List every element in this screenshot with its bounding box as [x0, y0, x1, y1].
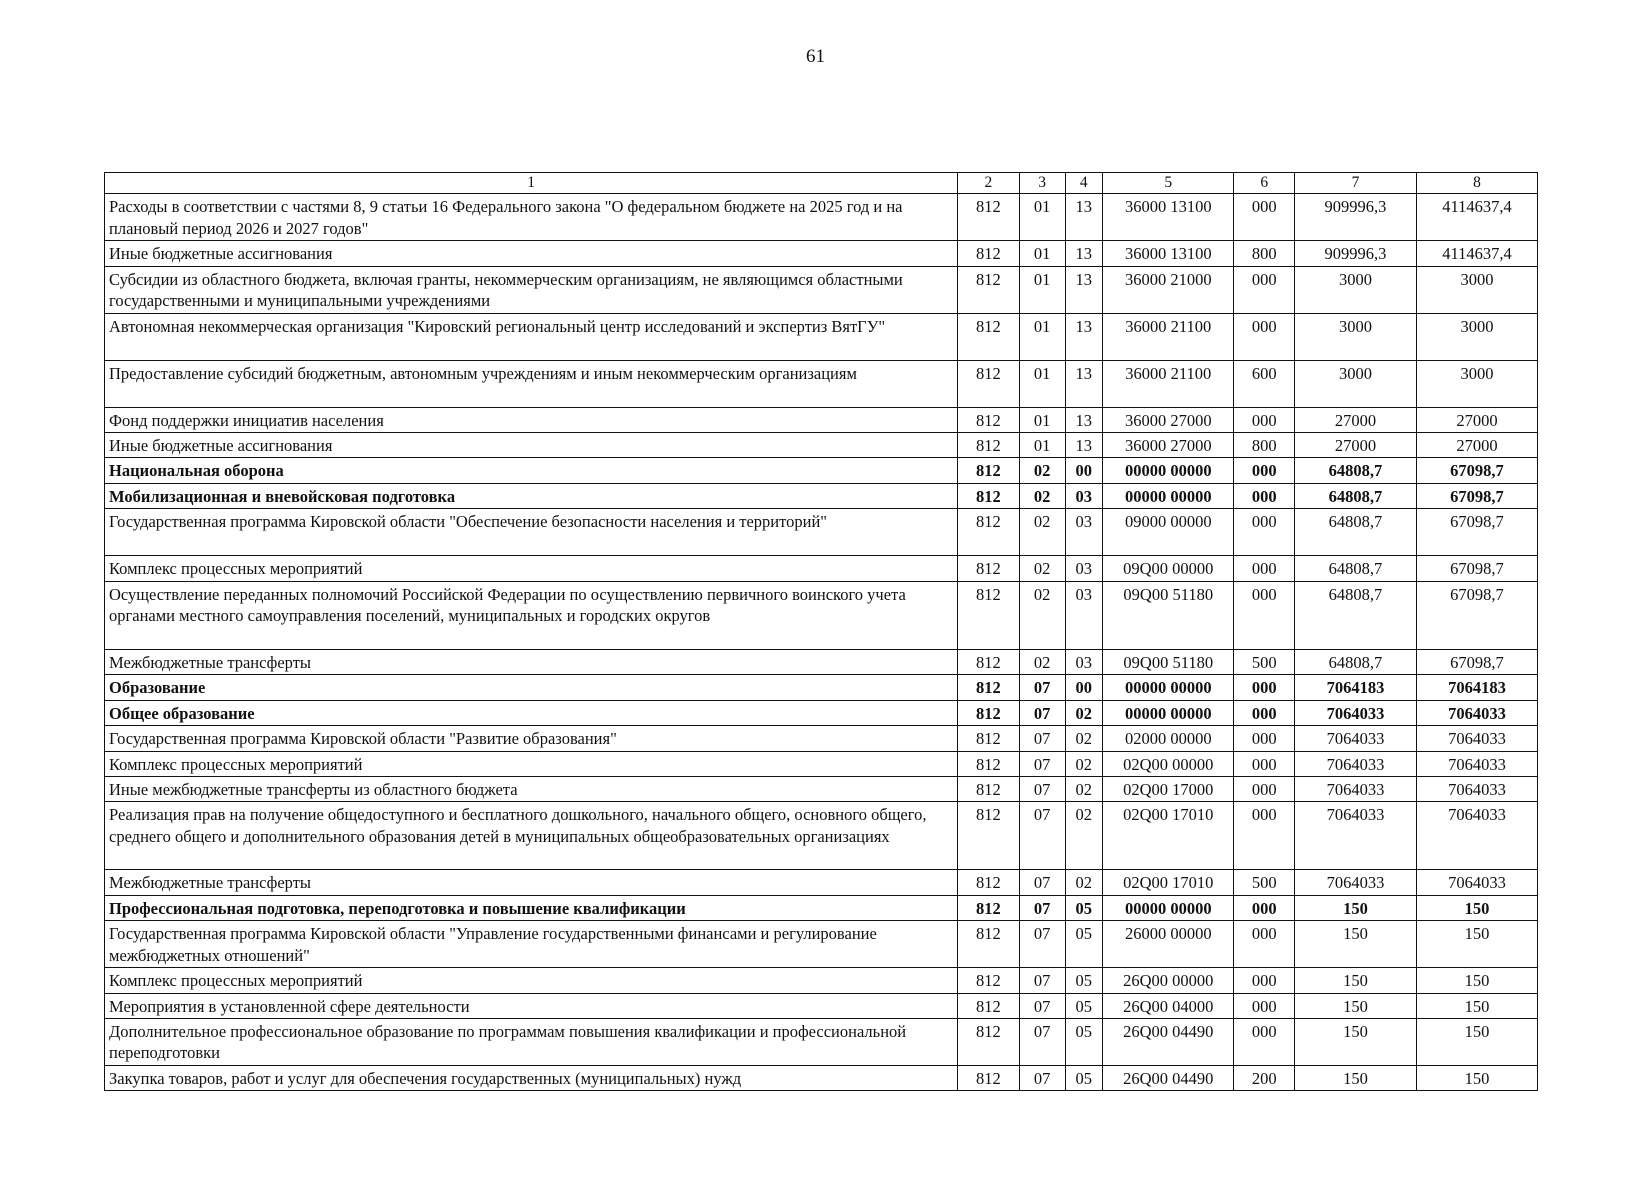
table-row — [105, 751, 1538, 776]
expense-type-cell: 500 — [1234, 870, 1294, 895]
ministry-code-cell: 812 — [958, 266, 1020, 313]
table-header-row — [105, 173, 1538, 194]
amount-2026-cell: 64808,7 — [1294, 509, 1416, 556]
section-code-cell: 02 — [1019, 556, 1065, 581]
item-name-cell: Фонд поддержки инициатив населения — [105, 407, 958, 432]
table-row — [105, 556, 1538, 581]
item-name-cell: Межбюджетные трансферты — [105, 870, 958, 895]
column-header: 3 — [1019, 173, 1065, 194]
ministry-code-cell: 812 — [958, 921, 1020, 968]
amount-2026-cell: 64808,7 — [1294, 483, 1416, 508]
column-header: 2 — [958, 173, 1020, 194]
ministry-code-cell: 812 — [958, 700, 1020, 725]
table-row — [105, 700, 1538, 725]
column-header: 5 — [1103, 173, 1234, 194]
expense-type-cell: 000 — [1234, 458, 1294, 483]
table-row — [105, 483, 1538, 508]
column-header: 7 — [1294, 173, 1416, 194]
target-article-cell: 26Q00 00000 — [1103, 968, 1234, 993]
expense-type-cell: 000 — [1234, 313, 1294, 360]
section-code-cell: 02 — [1019, 458, 1065, 483]
section-code-cell: 02 — [1019, 509, 1065, 556]
amount-2026-cell: 64808,7 — [1294, 556, 1416, 581]
ministry-code-cell: 812 — [958, 675, 1020, 700]
expense-type-cell: 000 — [1234, 993, 1294, 1018]
amount-2026-cell: 150 — [1294, 895, 1416, 920]
subsection-code-cell: 05 — [1065, 993, 1103, 1018]
section-code-cell: 02 — [1019, 649, 1065, 674]
subsection-code-cell: 05 — [1065, 895, 1103, 920]
amount-2027-cell: 150 — [1416, 921, 1537, 968]
subsection-code-cell: 13 — [1065, 433, 1103, 458]
amount-2027-cell: 150 — [1416, 895, 1537, 920]
expense-type-cell: 000 — [1234, 483, 1294, 508]
section-code-cell: 01 — [1019, 313, 1065, 360]
item-name-cell: Комплекс процессных мероприятий — [105, 968, 958, 993]
ministry-code-cell: 812 — [958, 802, 1020, 870]
amount-2026-cell: 7064033 — [1294, 776, 1416, 801]
section-code-cell: 07 — [1019, 993, 1065, 1018]
subsection-code-cell: 05 — [1065, 1019, 1103, 1066]
table-row — [105, 802, 1538, 870]
ministry-code-cell: 812 — [958, 1019, 1020, 1066]
amount-2027-cell: 7064033 — [1416, 870, 1537, 895]
expense-type-cell: 200 — [1234, 1065, 1294, 1090]
table-row — [105, 458, 1538, 483]
item-name-cell: Субсидии из областного бюджета, включая гранты, некоммерческим организациям, не являющимся областными государственными и муниципальными учреждениями — [105, 266, 958, 313]
amount-2026-cell: 150 — [1294, 1065, 1416, 1090]
subsection-code-cell: 00 — [1065, 675, 1103, 700]
target-article-cell: 36000 13100 — [1103, 194, 1234, 241]
amount-2026-cell: 909996,3 — [1294, 194, 1416, 241]
expense-type-cell: 800 — [1234, 433, 1294, 458]
subsection-code-cell: 13 — [1065, 360, 1103, 407]
item-name-cell: Иные бюджетные ассигнования — [105, 241, 958, 266]
ministry-code-cell: 812 — [958, 870, 1020, 895]
section-code-cell: 07 — [1019, 1065, 1065, 1090]
item-name-cell: Национальная оборона — [105, 458, 958, 483]
expense-type-cell: 000 — [1234, 968, 1294, 993]
amount-2027-cell: 3000 — [1416, 313, 1537, 360]
item-name-cell: Иные межбюджетные трансферты из областного бюджета — [105, 776, 958, 801]
subsection-code-cell: 03 — [1065, 483, 1103, 508]
amount-2027-cell: 3000 — [1416, 266, 1537, 313]
ministry-code-cell: 812 — [958, 556, 1020, 581]
subsection-code-cell: 02 — [1065, 700, 1103, 725]
item-name-cell: Комплекс процессных мероприятий — [105, 556, 958, 581]
item-name-cell: Мероприятия в установленной сфере деятельности — [105, 993, 958, 1018]
expense-type-cell: 000 — [1234, 802, 1294, 870]
amount-2027-cell: 150 — [1416, 1065, 1537, 1090]
amount-2026-cell: 3000 — [1294, 360, 1416, 407]
section-code-cell: 07 — [1019, 802, 1065, 870]
section-code-cell: 01 — [1019, 266, 1065, 313]
expense-type-cell: 000 — [1234, 1019, 1294, 1066]
subsection-code-cell: 00 — [1065, 458, 1103, 483]
table-row — [105, 360, 1538, 407]
target-article-cell: 00000 00000 — [1103, 483, 1234, 508]
expense-type-cell: 500 — [1234, 649, 1294, 674]
expense-type-cell: 000 — [1234, 700, 1294, 725]
expense-type-cell: 000 — [1234, 194, 1294, 241]
target-article-cell: 36000 21000 — [1103, 266, 1234, 313]
ministry-code-cell: 812 — [958, 581, 1020, 649]
amount-2027-cell: 4114637,4 — [1416, 241, 1537, 266]
target-article-cell: 36000 21100 — [1103, 313, 1234, 360]
item-name-cell: Государственная программа Кировской области "Управление государственными финансами и регулирование межбюджетных отношений" — [105, 921, 958, 968]
target-article-cell: 36000 13100 — [1103, 241, 1234, 266]
subsection-code-cell: 03 — [1065, 556, 1103, 581]
target-article-cell: 00000 00000 — [1103, 700, 1234, 725]
target-article-cell: 36000 21100 — [1103, 360, 1234, 407]
amount-2026-cell: 7064033 — [1294, 700, 1416, 725]
ministry-code-cell: 812 — [958, 241, 1020, 266]
table-row — [105, 1019, 1538, 1066]
item-name-cell: Мобилизационная и вневойсковая подготовка — [105, 483, 958, 508]
ministry-code-cell: 812 — [958, 483, 1020, 508]
target-article-cell: 09000 00000 — [1103, 509, 1234, 556]
amount-2027-cell: 67098,7 — [1416, 509, 1537, 556]
section-code-cell: 02 — [1019, 581, 1065, 649]
expense-type-cell: 000 — [1234, 556, 1294, 581]
item-name-cell: Дополнительное профессиональное образование по программам повышения квалификации и профессиональной переподготовки — [105, 1019, 958, 1066]
item-name-cell: Государственная программа Кировской области "Развитие образования" — [105, 726, 958, 751]
subsection-code-cell: 13 — [1065, 407, 1103, 432]
amount-2027-cell: 67098,7 — [1416, 649, 1537, 674]
amount-2027-cell: 67098,7 — [1416, 556, 1537, 581]
amount-2026-cell: 27000 — [1294, 407, 1416, 432]
amount-2026-cell: 3000 — [1294, 266, 1416, 313]
amount-2027-cell: 27000 — [1416, 433, 1537, 458]
amount-2027-cell: 7064033 — [1416, 726, 1537, 751]
subsection-code-cell: 02 — [1065, 870, 1103, 895]
ministry-code-cell: 812 — [958, 509, 1020, 556]
expense-type-cell: 000 — [1234, 407, 1294, 432]
amount-2027-cell: 7064033 — [1416, 751, 1537, 776]
item-name-cell: Межбюджетные трансферты — [105, 649, 958, 674]
table-row — [105, 895, 1538, 920]
ministry-code-cell: 812 — [958, 313, 1020, 360]
column-header: 4 — [1065, 173, 1103, 194]
subsection-code-cell: 05 — [1065, 921, 1103, 968]
ministry-code-cell: 812 — [958, 458, 1020, 483]
subsection-code-cell: 05 — [1065, 968, 1103, 993]
section-code-cell: 07 — [1019, 675, 1065, 700]
target-article-cell: 26Q00 04490 — [1103, 1065, 1234, 1090]
amount-2027-cell: 7064033 — [1416, 776, 1537, 801]
item-name-cell: Общее образование — [105, 700, 958, 725]
section-code-cell: 07 — [1019, 776, 1065, 801]
table-row — [105, 675, 1538, 700]
target-article-cell: 26Q00 04000 — [1103, 993, 1234, 1018]
subsection-code-cell: 03 — [1065, 649, 1103, 674]
ministry-code-cell: 812 — [958, 194, 1020, 241]
item-name-cell: Государственная программа Кировской области "Обеспечение безопасности населения и территорий" — [105, 509, 958, 556]
amount-2027-cell: 150 — [1416, 1019, 1537, 1066]
table-row — [105, 407, 1538, 432]
ministry-code-cell: 812 — [958, 433, 1020, 458]
table-row — [105, 921, 1538, 968]
table-row — [105, 649, 1538, 674]
target-article-cell: 00000 00000 — [1103, 458, 1234, 483]
amount-2026-cell: 64808,7 — [1294, 458, 1416, 483]
expense-type-cell: 000 — [1234, 776, 1294, 801]
amount-2027-cell: 4114637,4 — [1416, 194, 1537, 241]
budget-table — [104, 172, 1538, 1091]
amount-2027-cell: 150 — [1416, 968, 1537, 993]
amount-2027-cell: 67098,7 — [1416, 581, 1537, 649]
amount-2026-cell: 7064033 — [1294, 751, 1416, 776]
ministry-code-cell: 812 — [958, 1065, 1020, 1090]
table-row — [105, 313, 1538, 360]
section-code-cell: 07 — [1019, 968, 1065, 993]
amount-2027-cell: 3000 — [1416, 360, 1537, 407]
column-header: 8 — [1416, 173, 1537, 194]
amount-2026-cell: 7064033 — [1294, 802, 1416, 870]
amount-2026-cell: 909996,3 — [1294, 241, 1416, 266]
amount-2026-cell: 64808,7 — [1294, 649, 1416, 674]
table-row — [105, 993, 1538, 1018]
target-article-cell: 02Q00 17010 — [1103, 802, 1234, 870]
section-code-cell: 01 — [1019, 241, 1065, 266]
amount-2026-cell: 7064033 — [1294, 726, 1416, 751]
subsection-code-cell: 13 — [1065, 313, 1103, 360]
item-name-cell: Иные бюджетные ассигнования — [105, 433, 958, 458]
amount-2027-cell: 7064033 — [1416, 802, 1537, 870]
amount-2026-cell: 150 — [1294, 968, 1416, 993]
expense-type-cell: 000 — [1234, 266, 1294, 313]
expense-type-cell: 000 — [1234, 921, 1294, 968]
amount-2027-cell: 27000 — [1416, 407, 1537, 432]
table-row — [105, 581, 1538, 649]
target-article-cell: 36000 27000 — [1103, 433, 1234, 458]
expense-type-cell: 000 — [1234, 581, 1294, 649]
target-article-cell: 26000 00000 — [1103, 921, 1234, 968]
expense-type-cell: 000 — [1234, 726, 1294, 751]
item-name-cell: Осуществление переданных полномочий Российской Федерации по осуществлению первичного воинского учета органами местного самоуправления поселений, муниципальных и городских округов — [105, 581, 958, 649]
item-name-cell: Закупка товаров, работ и услуг для обеспечения государственных (муниципальных) нужд — [105, 1065, 958, 1090]
ministry-code-cell: 812 — [958, 895, 1020, 920]
section-code-cell: 07 — [1019, 1019, 1065, 1066]
target-article-cell: 02Q00 17000 — [1103, 776, 1234, 801]
expense-type-cell: 600 — [1234, 360, 1294, 407]
item-name-cell: Предоставление субсидий бюджетным, автономным учреждениям и иным некоммерческим организациям — [105, 360, 958, 407]
section-code-cell: 07 — [1019, 921, 1065, 968]
section-code-cell: 01 — [1019, 360, 1065, 407]
expense-type-cell: 000 — [1234, 895, 1294, 920]
ministry-code-cell: 812 — [958, 776, 1020, 801]
target-article-cell: 36000 27000 — [1103, 407, 1234, 432]
item-name-cell: Реализация прав на получение общедоступного и бесплатного дошкольного, начального общего, основного общего, среднего общего и дополнительного образования детей в муниципальных общеобразовательных организациях — [105, 802, 958, 870]
table-row — [105, 1065, 1538, 1090]
column-header: 6 — [1234, 173, 1294, 194]
subsection-code-cell: 05 — [1065, 1065, 1103, 1090]
amount-2026-cell: 64808,7 — [1294, 581, 1416, 649]
ministry-code-cell: 812 — [958, 726, 1020, 751]
target-article-cell: 00000 00000 — [1103, 675, 1234, 700]
subsection-code-cell: 02 — [1065, 751, 1103, 776]
ministry-code-cell: 812 — [958, 751, 1020, 776]
table-row — [105, 433, 1538, 458]
table-row — [105, 194, 1538, 241]
subsection-code-cell: 13 — [1065, 266, 1103, 313]
amount-2027-cell: 67098,7 — [1416, 458, 1537, 483]
table-row — [105, 870, 1538, 895]
amount-2027-cell: 67098,7 — [1416, 483, 1537, 508]
section-code-cell: 01 — [1019, 194, 1065, 241]
item-name-cell: Профессиональная подготовка, переподготовка и повышение квалификации — [105, 895, 958, 920]
table-row — [105, 266, 1538, 313]
subsection-code-cell: 03 — [1065, 509, 1103, 556]
section-code-cell: 01 — [1019, 433, 1065, 458]
expense-type-cell: 800 — [1234, 241, 1294, 266]
target-article-cell: 09Q00 00000 — [1103, 556, 1234, 581]
table-row — [105, 968, 1538, 993]
ministry-code-cell: 812 — [958, 360, 1020, 407]
item-name-cell: Автономная некоммерческая организация "Кировский региональный центр исследований и экспертиз ВятГУ" — [105, 313, 958, 360]
subsection-code-cell: 02 — [1065, 726, 1103, 751]
amount-2026-cell: 3000 — [1294, 313, 1416, 360]
target-article-cell: 02Q00 00000 — [1103, 751, 1234, 776]
target-article-cell: 09Q00 51180 — [1103, 649, 1234, 674]
amount-2026-cell: 150 — [1294, 993, 1416, 1018]
ministry-code-cell: 812 — [958, 993, 1020, 1018]
subsection-code-cell: 13 — [1065, 194, 1103, 241]
page-number: 61 — [806, 46, 825, 67]
amount-2027-cell: 7064033 — [1416, 700, 1537, 725]
table-row — [105, 241, 1538, 266]
amount-2027-cell: 7064183 — [1416, 675, 1537, 700]
section-code-cell: 07 — [1019, 895, 1065, 920]
table-row — [105, 509, 1538, 556]
target-article-cell: 02000 00000 — [1103, 726, 1234, 751]
ministry-code-cell: 812 — [958, 407, 1020, 432]
amount-2026-cell: 7064183 — [1294, 675, 1416, 700]
section-code-cell: 07 — [1019, 700, 1065, 725]
amount-2026-cell: 7064033 — [1294, 870, 1416, 895]
target-article-cell: 09Q00 51180 — [1103, 581, 1234, 649]
table-row — [105, 776, 1538, 801]
section-code-cell: 07 — [1019, 751, 1065, 776]
item-name-cell: Комплекс процессных мероприятий — [105, 751, 958, 776]
section-code-cell: 07 — [1019, 726, 1065, 751]
expense-type-cell: 000 — [1234, 675, 1294, 700]
amount-2026-cell: 150 — [1294, 921, 1416, 968]
amount-2027-cell: 150 — [1416, 993, 1537, 1018]
section-code-cell: 07 — [1019, 870, 1065, 895]
amount-2026-cell: 150 — [1294, 1019, 1416, 1066]
target-article-cell: 26Q00 04490 — [1103, 1019, 1234, 1066]
section-code-cell: 01 — [1019, 407, 1065, 432]
amount-2026-cell: 27000 — [1294, 433, 1416, 458]
expense-type-cell: 000 — [1234, 509, 1294, 556]
ministry-code-cell: 812 — [958, 649, 1020, 674]
target-article-cell: 00000 00000 — [1103, 895, 1234, 920]
subsection-code-cell: 02 — [1065, 802, 1103, 870]
subsection-code-cell: 13 — [1065, 241, 1103, 266]
column-header: 1 — [105, 173, 958, 194]
item-name-cell: Образование — [105, 675, 958, 700]
subsection-code-cell: 03 — [1065, 581, 1103, 649]
target-article-cell: 02Q00 17010 — [1103, 870, 1234, 895]
expense-type-cell: 000 — [1234, 751, 1294, 776]
section-code-cell: 02 — [1019, 483, 1065, 508]
item-name-cell: Расходы в соответствии с частями 8, 9 статьи 16 Федерального закона "О федеральном бюджете на 2025 год и на плановый период 2026 и 2027 годов" — [105, 194, 958, 241]
ministry-code-cell: 812 — [958, 968, 1020, 993]
subsection-code-cell: 02 — [1065, 776, 1103, 801]
table-row — [105, 726, 1538, 751]
